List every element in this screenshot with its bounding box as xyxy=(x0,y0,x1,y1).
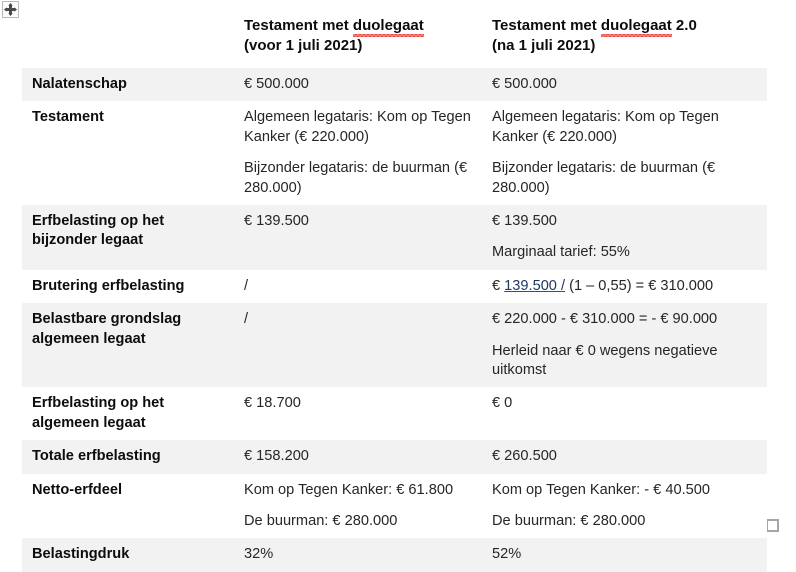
row-cell-new xyxy=(482,387,767,440)
row-label: Erfbelasting op het algemeen legaat xyxy=(22,387,234,440)
table-row xyxy=(22,474,767,539)
row-cell-new xyxy=(482,474,767,539)
cell-paragraph: / xyxy=(244,277,249,294)
cell-paragraph: € 500.000 xyxy=(244,75,309,92)
cell-paragraph: € 500.000 xyxy=(492,75,557,92)
row-label: Brutering erfbelasting xyxy=(22,270,234,303)
cell-paragraph: € 220.000 - € 310.000 = - € 90.000 xyxy=(492,311,718,328)
table-body xyxy=(22,6,767,572)
brutering-link-fragment[interactable]: 139.500 / xyxy=(504,277,566,294)
row-cell-old xyxy=(234,387,482,440)
cell-paragraph: Marginaal tarief: 55% xyxy=(492,244,630,261)
move-cross-icon xyxy=(3,2,18,17)
cell-paragraph: Kom op Tegen Kanker: - € 40.500 xyxy=(492,481,710,498)
cell-paragraph: € 139.500 xyxy=(244,212,309,229)
table-row xyxy=(22,205,767,270)
row-cell-old xyxy=(234,270,482,303)
row-cell-new xyxy=(482,68,767,101)
cell-paragraph: Kom op Tegen Kanker: € 61.800 xyxy=(244,481,454,498)
row-cell-old xyxy=(234,440,482,473)
cell-paragraph: De buurman: € 280.000 xyxy=(492,512,646,529)
row-label: Belastingdruk xyxy=(22,538,234,571)
row-cell-old xyxy=(234,474,482,539)
brutering-suffix: (1 – 0,55) = € 310.000 xyxy=(565,277,714,294)
cell-paragraph: € 0 xyxy=(492,395,513,412)
header-old-subtitle: (voor 1 juli 2021) xyxy=(244,36,363,54)
header-cell-new xyxy=(482,6,767,68)
row-label: Belastbare grondslag algemeen legaat xyxy=(22,303,234,387)
header-old-prefix: Testament met xyxy=(244,17,353,34)
row-cell-old xyxy=(234,101,482,205)
header-new-subtitle: (na 1 juli 2021) xyxy=(492,36,596,54)
header-old-spellword: duolegaat xyxy=(352,17,424,34)
cell-paragraph: Algemeen legataris: Kom op Tegen Kanker (€ 220.000) xyxy=(244,109,471,145)
row-label: Totale erfbelasting xyxy=(22,440,234,473)
comparison-table xyxy=(22,6,767,572)
cell-paragraph: Algemeen legataris: Kom op Tegen Kanker (€ 220.000) xyxy=(492,109,719,145)
brutering-prefix: € xyxy=(492,277,505,294)
header-new-suffix: 2.0 xyxy=(671,17,697,34)
table-row xyxy=(22,101,767,205)
table-row xyxy=(22,270,767,303)
cell-paragraph xyxy=(492,277,759,296)
row-cell-new xyxy=(482,538,767,571)
row-cell-old xyxy=(234,205,482,270)
cell-paragraph: / xyxy=(244,311,249,328)
table-row xyxy=(22,538,767,571)
table-row xyxy=(22,387,767,440)
table-row xyxy=(22,440,767,473)
cell-paragraph: € 260.500 xyxy=(492,448,557,465)
row-cell-new xyxy=(482,101,767,205)
header-cell-old xyxy=(234,6,482,68)
cell-paragraph: Herleid naar € 0 wegens negatieve uitkomst xyxy=(492,342,718,378)
row-cell-new xyxy=(482,303,767,387)
row-label: Erfbelasting op het bijzonder legaat xyxy=(22,205,234,270)
cell-paragraph: Bijzonder legataris: de buurman (€ 280.000) xyxy=(244,160,468,196)
row-cell-new xyxy=(482,270,767,303)
table-row xyxy=(22,303,767,387)
cell-paragraph: € 18.700 xyxy=(244,395,301,412)
row-label: Netto-erfdeel xyxy=(22,474,234,539)
row-label: Nalatenschap xyxy=(22,68,234,101)
row-cell-new xyxy=(482,440,767,473)
cell-paragraph: € 158.200 xyxy=(244,448,309,465)
row-cell-old xyxy=(234,68,482,101)
cell-paragraph: De buurman: € 280.000 xyxy=(244,512,398,529)
row-cell-old xyxy=(234,303,482,387)
table-row xyxy=(22,68,767,101)
table-header-row xyxy=(22,6,767,68)
header-cell-label xyxy=(22,6,234,68)
table-move-handle[interactable] xyxy=(2,1,19,18)
table-resize-handle[interactable] xyxy=(766,519,779,532)
cell-paragraph: 52% xyxy=(492,546,522,563)
row-cell-old xyxy=(234,538,482,571)
cell-paragraph: € 139.500 xyxy=(492,212,557,229)
row-cell-new xyxy=(482,205,767,270)
header-new-spellword: duolegaat xyxy=(600,17,672,34)
header-new-prefix: Testament met xyxy=(492,17,601,34)
cell-paragraph: 32% xyxy=(244,546,274,563)
row-label: Testament xyxy=(22,101,234,205)
cell-paragraph: Bijzonder legataris: de buurman (€ 280.000) xyxy=(492,160,716,196)
